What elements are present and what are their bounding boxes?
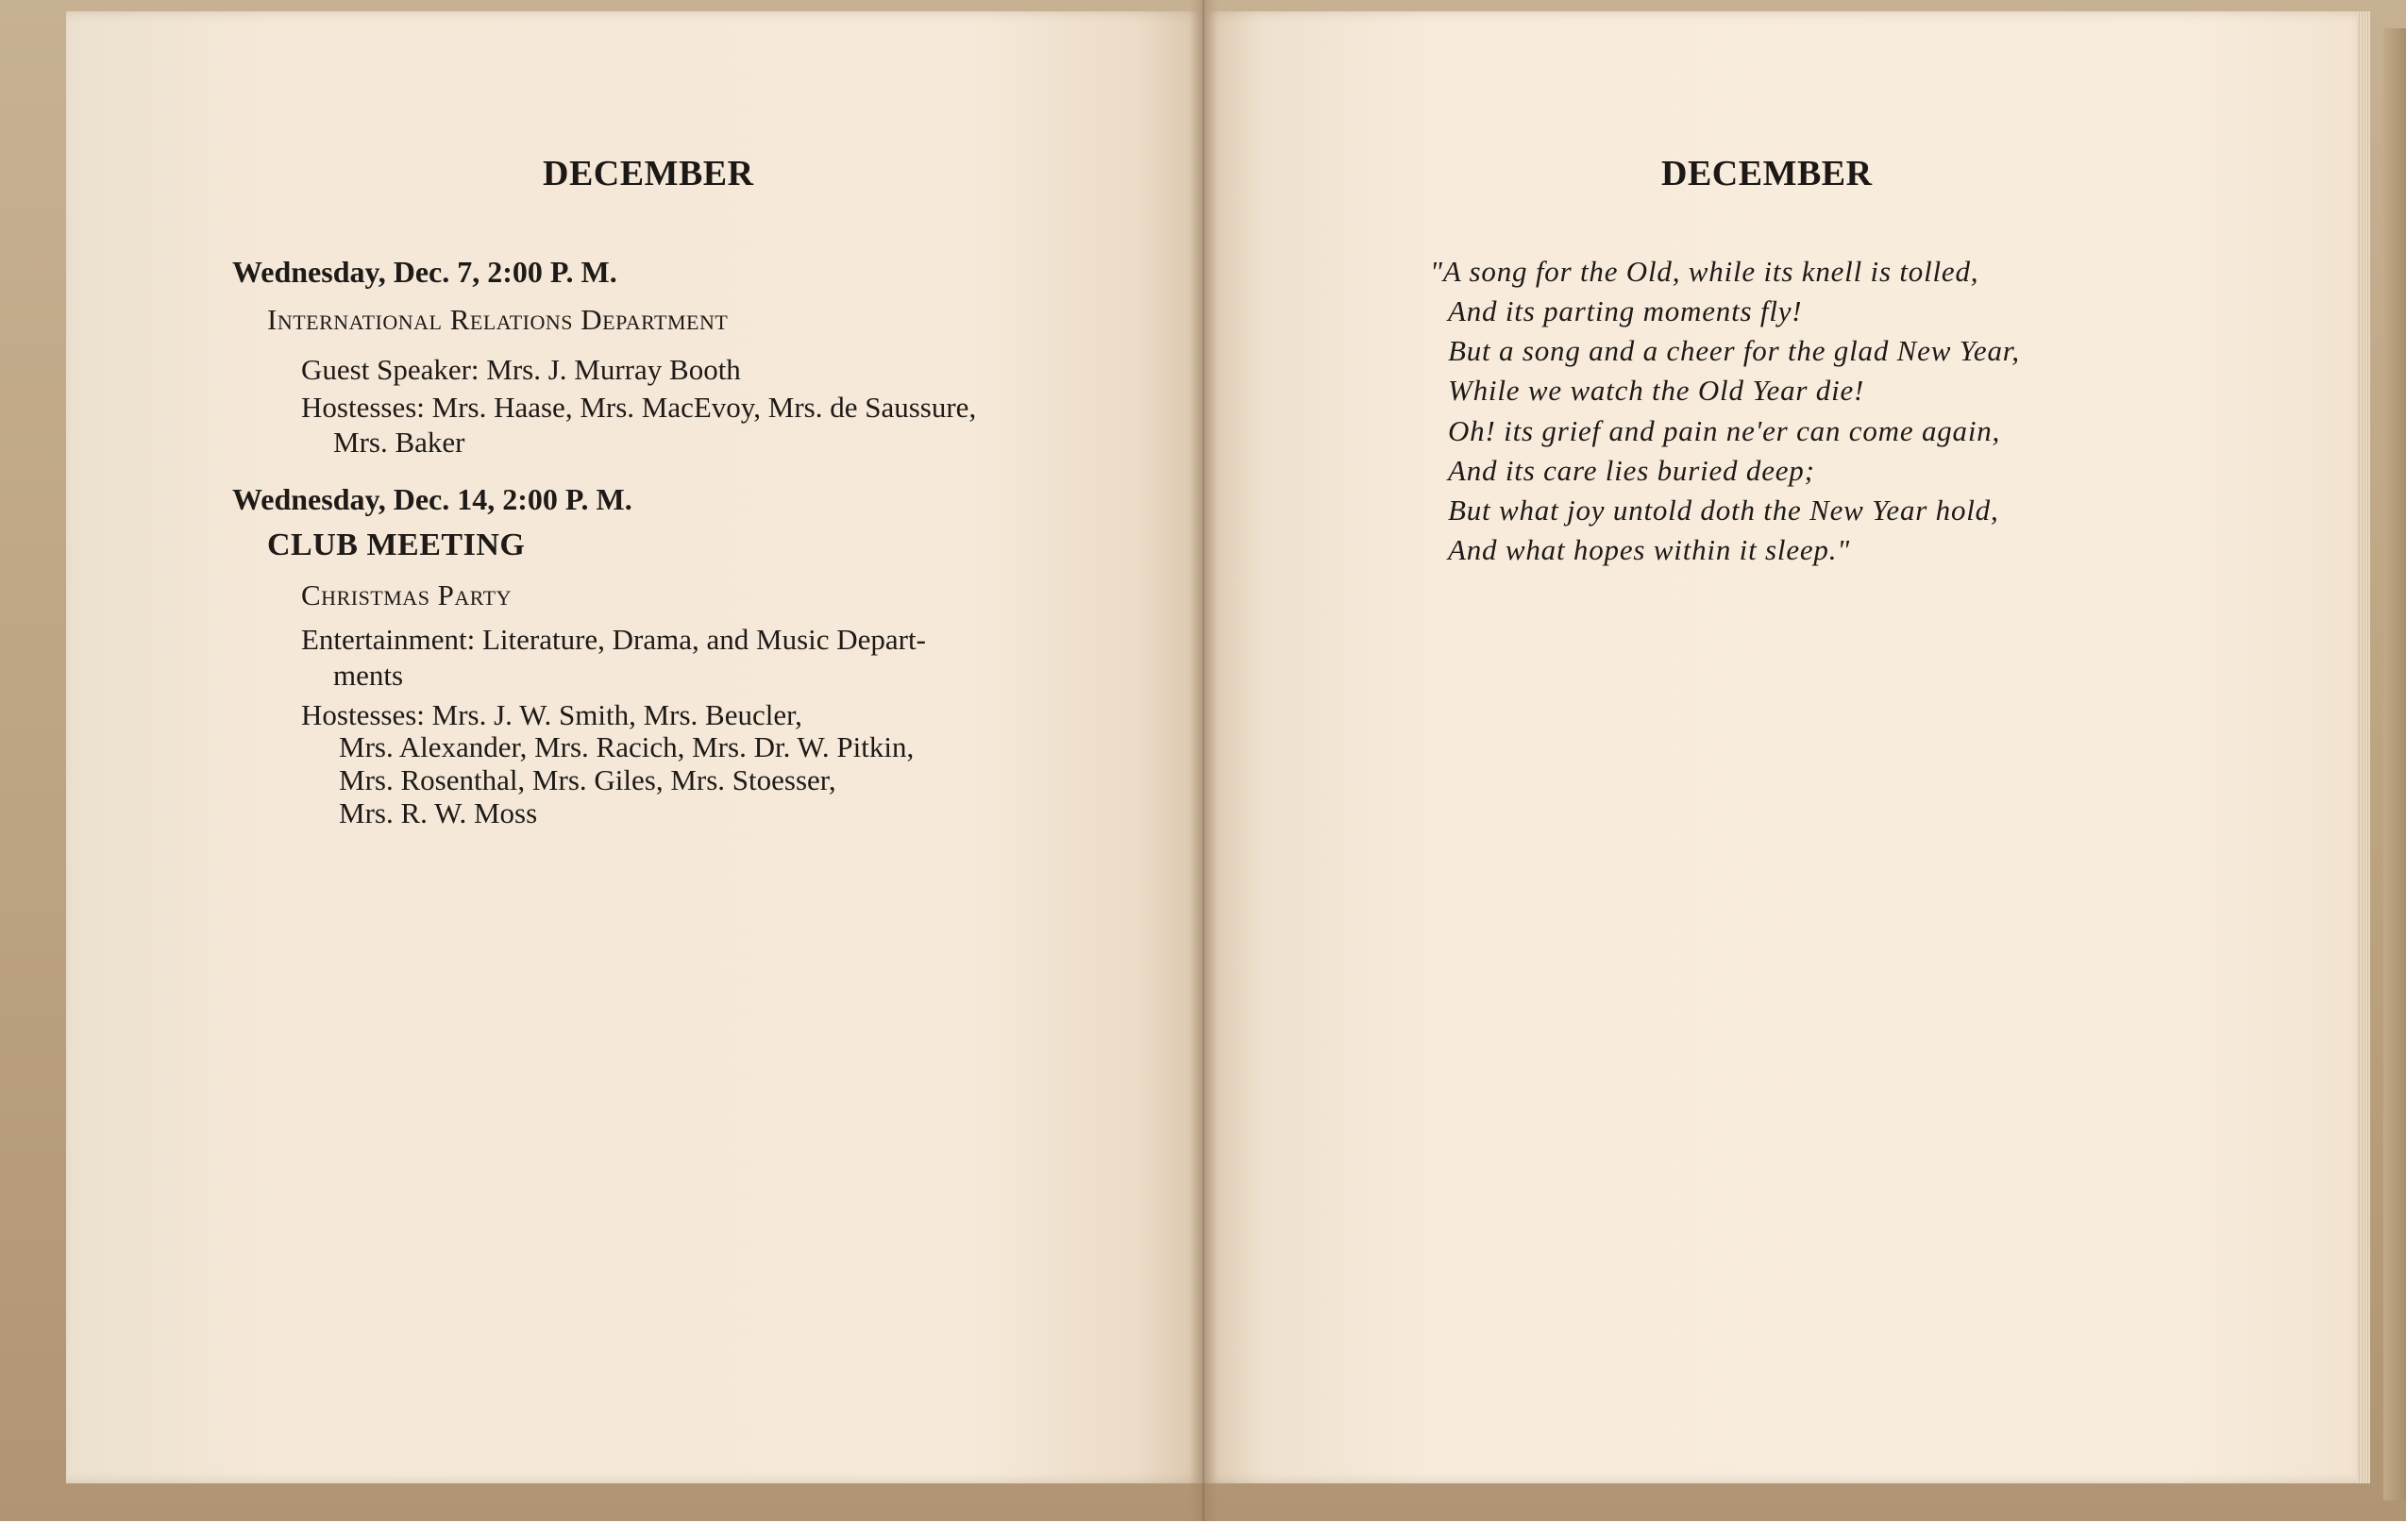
event-1-department: International Relations Department <box>267 303 729 336</box>
poem-line: But a song and a cheer for the glad New Year, <box>1448 334 2020 367</box>
event-1-date: Wednesday, Dec. 7, 2:00 P. M. <box>232 255 617 289</box>
poem-line: And its care lies buried deep; <box>1448 454 1815 487</box>
event-2-hostesses-cont-2: Mrs. Rosenthal, Mrs. Giles, Mrs. Stoesser, <box>339 763 836 796</box>
poem-line: But what joy untold doth the New Year hold, <box>1448 494 1999 527</box>
left-page <box>66 11 1203 1483</box>
page-stack-edge <box>2357 11 2370 1483</box>
event-1-hostesses: Hostesses: Mrs. Haase, Mrs. MacEvoy, Mrs. de Saussure, <box>301 391 977 424</box>
event-2-hostesses: Hostesses: Mrs. J. W. Smith, Mrs. Beucler, <box>301 698 802 731</box>
event-2-date: Wednesday, Dec. 14, 2:00 P. M. <box>232 482 632 516</box>
event-2-entertainment-cont: ments <box>333 659 404 692</box>
poem-line: Oh! its grief and pain ne'er can come again, <box>1448 414 2001 447</box>
event-2-party: Christmas Party <box>301 578 512 611</box>
event-2-meeting: CLUB MEETING <box>267 527 526 562</box>
left-page-heading: DECEMBER <box>543 154 754 193</box>
right-page-heading: DECEMBER <box>1661 154 1873 193</box>
poem-line: While we watch the Old Year die! <box>1448 374 1865 407</box>
event-1-speaker: Guest Speaker: Mrs. J. Murray Booth <box>301 353 741 386</box>
book-gutter <box>1189 0 1218 1521</box>
cover-edge <box>2383 28 2406 1500</box>
right-page <box>1203 11 2357 1483</box>
event-2-hostesses-cont-3: Mrs. R. W. Moss <box>339 796 538 829</box>
event-1-hostesses-cont: Mrs. Baker <box>333 426 465 459</box>
event-2-entertainment: Entertainment: Literature, Drama, and Music Depart- <box>301 623 926 656</box>
poem-line: And what hopes within it sleep." <box>1448 533 1851 566</box>
event-2-hostesses-cont-1: Mrs. Alexander, Mrs. Racich, Mrs. Dr. W. Pitkin, <box>339 730 915 763</box>
poem-line: And its parting moments fly! <box>1448 294 1803 327</box>
poem-line: "A song for the Old, while its knell is tolled, <box>1430 255 1979 288</box>
